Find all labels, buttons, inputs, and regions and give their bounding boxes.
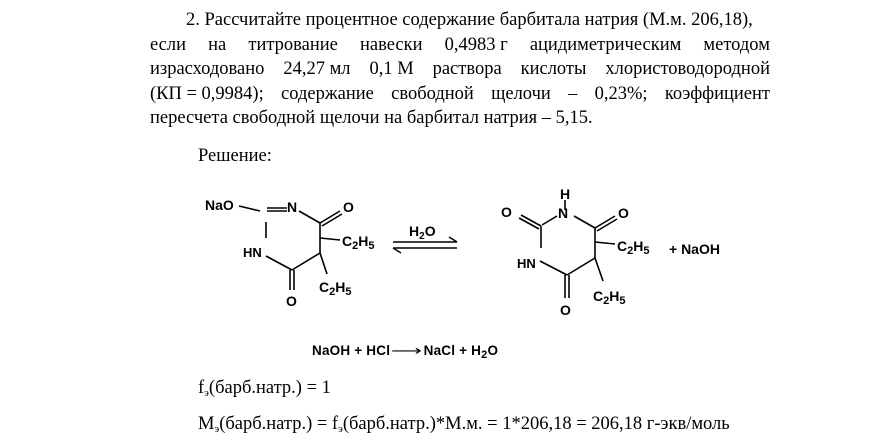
problem-line-1: 2. Рассчитайте процентное содержание барбитала натрия (М.м. 206,18), <box>186 10 753 30</box>
solution-heading: Решение: <box>198 146 272 166</box>
ethyl-label-3: $C_2H_5$ <box>617 238 650 257</box>
hydrolysis-reaction-scheme <box>195 178 755 328</box>
ethyl-label-4: $C_2H_5$ <box>593 288 626 307</box>
problem-line-2: если на титрование навески 0,4983 г ацидиметрическим методом <box>150 34 770 55</box>
right-arrow-icon: ⟶ <box>391 343 423 358</box>
hn-label: HN <box>243 245 262 260</box>
equilibrium-arrows <box>393 237 457 253</box>
problem-line-4: (КП = 0,9984); содержание свободной щелочи – 0,23%; коэффициент <box>150 83 770 104</box>
carbonyl-o-right-label: O <box>618 205 629 221</box>
problem-statement <box>150 8 770 131</box>
neutralization-equation: NaOH + HCl ⟶ NaCl + $H_2O$ <box>312 343 499 361</box>
problem-line-5: пересчета свободной щелочи на барбитал натрия – 5,15. <box>150 108 593 129</box>
equivalence-factor-formula: $f_э(барб.натр.) = 1$ <box>198 378 331 399</box>
carbonyl-o-bottom-label: O <box>286 293 297 309</box>
water-reagent-label: $H_2O$ <box>409 223 436 242</box>
nh-n-label: N <box>558 205 569 221</box>
ring-n-label: N <box>287 199 298 215</box>
problem-line-3: израсходовано 24,27 мл 0,1 М раствора кислоты хлористоводородной <box>150 59 770 80</box>
ethyl-label-2: $C_2H_5$ <box>319 279 352 298</box>
hn-right-label: HN <box>517 256 536 271</box>
carbonyl-o-bottom-right-label: O <box>560 302 571 318</box>
nao-label: NaO <box>205 197 234 213</box>
carbonyl-o-left-label: O <box>501 204 512 220</box>
ethyl-label-1: $C_2H_5$ <box>342 233 375 252</box>
naoh-product-label: + NaOH <box>669 241 720 257</box>
carbonyl-o-label: O <box>343 199 354 215</box>
equivalent-mass-formula: $M_э(барб.натр.)$ = $f_э(барб.натр.)*М.м$. = 1*206,18 = 206,18 г-экв/моль <box>198 414 730 435</box>
nh-h-label: H <box>560 186 571 202</box>
